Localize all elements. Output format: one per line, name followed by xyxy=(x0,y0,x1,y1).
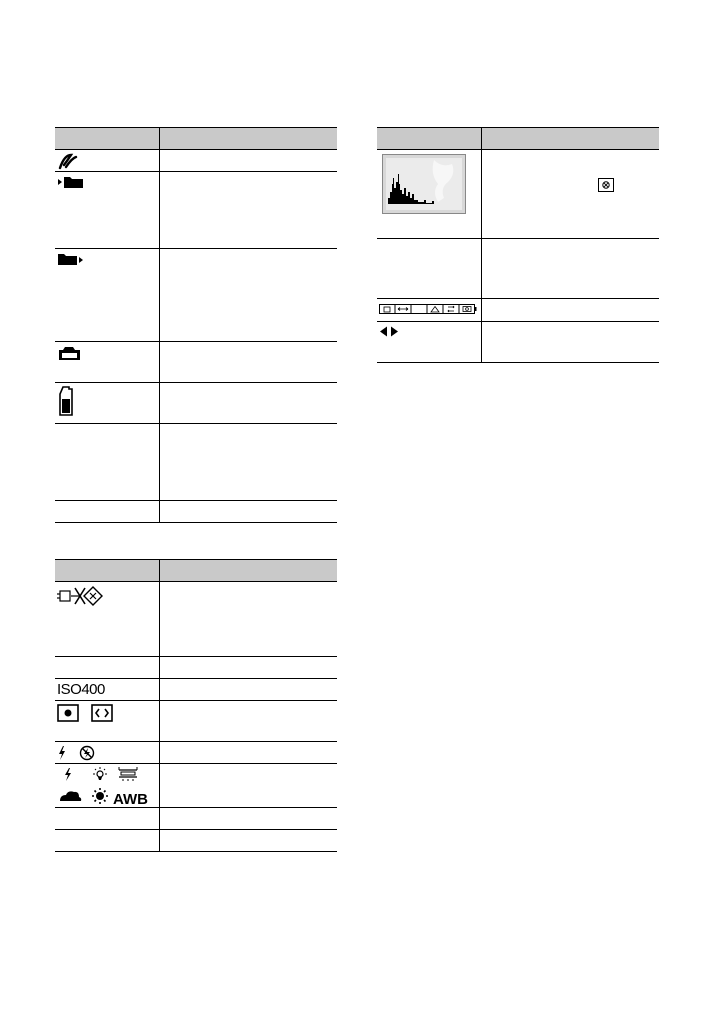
row-description xyxy=(159,424,337,501)
flash-icons xyxy=(55,742,159,761)
iso-label: ISO400 xyxy=(57,681,105,698)
row-description xyxy=(159,501,337,523)
row-description xyxy=(159,150,337,172)
row-description xyxy=(481,322,659,363)
row-description xyxy=(481,150,659,239)
table-row xyxy=(55,764,337,808)
table-row xyxy=(55,742,337,764)
row-description xyxy=(159,582,337,657)
row-description xyxy=(159,383,337,424)
header-indicator xyxy=(55,560,159,582)
wb-fluorescent-icon xyxy=(119,767,137,781)
table-row xyxy=(55,501,337,523)
row-indicator xyxy=(55,424,159,501)
table-row xyxy=(55,657,337,679)
header-meaning xyxy=(159,560,337,582)
row-description xyxy=(159,808,337,830)
wb-incandescent-icon xyxy=(93,767,107,780)
row-description xyxy=(159,764,337,808)
histogram-icon xyxy=(377,150,481,214)
row-indicator xyxy=(55,501,159,523)
center-metering-icon xyxy=(91,704,113,722)
table-row xyxy=(55,679,337,701)
table-row xyxy=(377,299,659,322)
metering-mode-icons xyxy=(55,701,159,722)
recording-media-icon xyxy=(55,150,159,169)
wb-auto-label: AWB xyxy=(113,791,148,808)
recording-folder-icon xyxy=(55,172,159,189)
table-row xyxy=(55,808,337,830)
internal-memory-icon xyxy=(55,342,159,361)
flash-icon xyxy=(57,745,67,761)
arrow-left-icon xyxy=(379,326,388,337)
table-header-row xyxy=(377,128,659,150)
table-row xyxy=(55,701,337,742)
row-description xyxy=(159,657,337,679)
connection-error-icon xyxy=(55,582,159,607)
row-description xyxy=(159,172,337,249)
white-balance-icons xyxy=(55,764,159,807)
header-meaning xyxy=(159,128,337,150)
wb-daylight-icon xyxy=(92,788,108,804)
wb-flash-icon xyxy=(65,768,71,781)
flash-off-icon xyxy=(79,745,95,761)
header-meaning xyxy=(481,128,659,150)
table-header-row xyxy=(55,128,337,150)
arrow-left-right-icons xyxy=(377,322,481,337)
table-row xyxy=(55,172,337,249)
table-row xyxy=(377,239,659,299)
arrow-right-icon xyxy=(390,326,399,337)
row-indicator xyxy=(377,239,481,299)
row-description xyxy=(159,701,337,742)
camera-shake-warning-icon xyxy=(598,178,614,192)
header-indicator xyxy=(377,128,481,150)
row-description xyxy=(159,342,337,383)
row-description xyxy=(159,742,337,764)
row-indicator xyxy=(55,830,159,852)
row-description xyxy=(159,679,337,701)
image-control-bar-icon xyxy=(377,299,481,315)
table-row xyxy=(55,383,337,424)
row-indicator xyxy=(55,808,159,830)
row-indicator xyxy=(55,657,159,679)
playback-folder-icon xyxy=(55,249,159,266)
table-left-top xyxy=(55,127,337,523)
header-indicator xyxy=(55,128,159,150)
table-row xyxy=(377,150,659,239)
row-description xyxy=(159,830,337,852)
table-right xyxy=(377,127,659,363)
table-left-bottom xyxy=(55,559,337,852)
iso-icon xyxy=(55,679,159,699)
table-row xyxy=(55,424,337,501)
table-row xyxy=(55,249,337,342)
battery-remaining-icon xyxy=(55,383,159,416)
spot-metering-icon xyxy=(57,704,79,722)
row-description xyxy=(481,299,659,322)
row-description xyxy=(481,239,659,299)
row-description xyxy=(159,249,337,342)
table-row xyxy=(55,342,337,383)
wb-cloudy-icon xyxy=(60,791,81,801)
table-row xyxy=(377,322,659,363)
table-row xyxy=(55,150,337,172)
table-row xyxy=(55,830,337,852)
table-row xyxy=(55,582,337,657)
table-header-row xyxy=(55,560,337,582)
